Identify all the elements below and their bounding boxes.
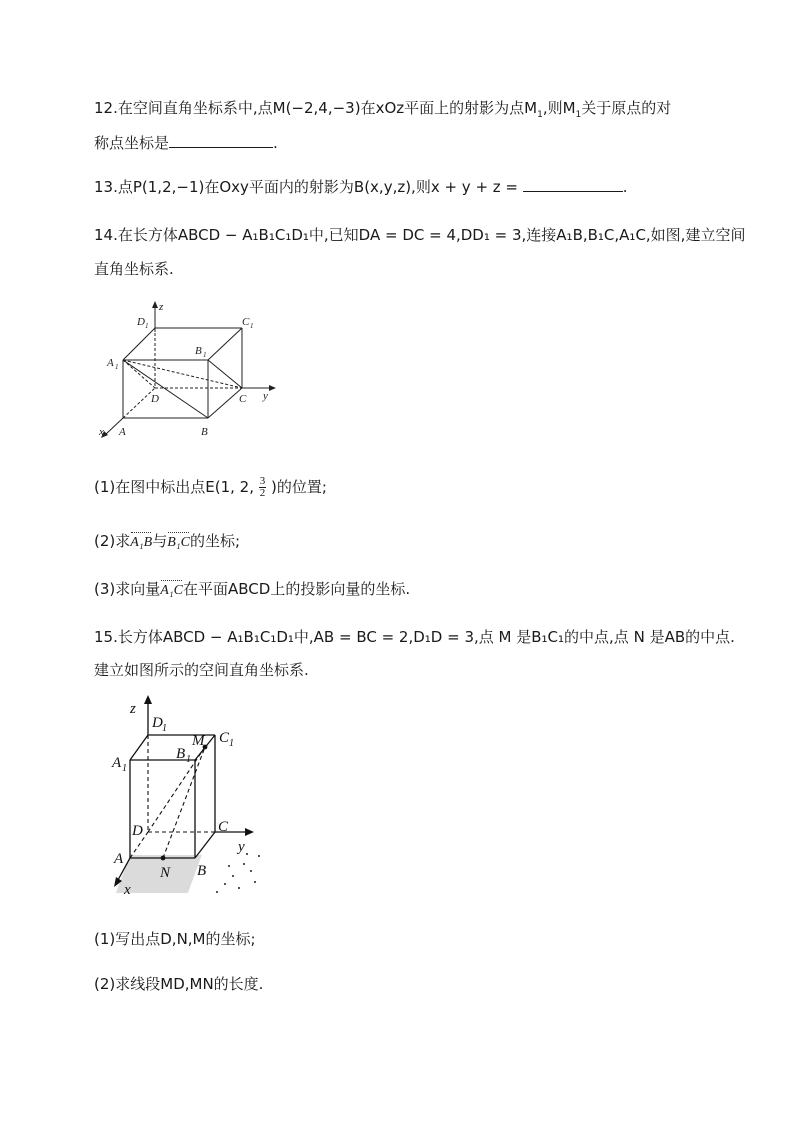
q14-part3-text-a: (3)求向量 <box>94 580 161 598</box>
fig2-label-D: D <box>132 823 143 839</box>
q14-line2: 直角坐标系. <box>94 260 174 278</box>
fig2-label-C: C <box>218 819 229 835</box>
q12-line1 <box>94 98 671 125</box>
q14-line1: 14.在长方体ABCD − A₁B₁C₁D₁中,已知DA = DC = 4,DD₁ = 3,连接A₁B,B₁C,A₁C,如图,建立空间 <box>94 226 746 244</box>
q12-sub-a: 1 <box>537 110 543 120</box>
q14-vector-b1c: B₁C <box>167 533 190 553</box>
q15-line1: 15.长方体ABCD − A₁B₁C₁D₁中,AB = BC = 2,D₁D = 3,点 M 是B₁C₁的中点,点 N 是AB的中点. <box>94 628 735 646</box>
q12-text-b: ,则M <box>542 99 576 117</box>
q14-frac-den: 2 <box>259 487 266 499</box>
q13-answer-blank[interactable] <box>523 177 623 192</box>
fig2-label-x: x <box>124 882 131 898</box>
q14-vector-a1c: A₁C <box>160 581 183 601</box>
q12-sub-b: 1 <box>575 110 582 120</box>
fig2-point-N <box>161 856 166 861</box>
q14-fraction <box>259 476 267 499</box>
q14-part1-text-b: )的位置; <box>271 478 327 496</box>
fig1-label-B: B <box>201 426 208 438</box>
cuboid-figure-1 <box>95 298 280 443</box>
q12-answer-blank[interactable] <box>169 133 273 148</box>
fig1-label-z: z <box>159 301 164 313</box>
fig2-label-B: B <box>197 863 207 879</box>
q12-line2 <box>94 133 278 153</box>
fig1-label-B1: B <box>195 345 202 357</box>
q12-text-e: . <box>273 134 278 152</box>
fig2-label-C1: C <box>219 730 230 746</box>
fig1-sub-B1: 1 <box>203 351 207 359</box>
q14-vector-a1b: A₁B <box>130 533 152 553</box>
cuboid-figure-2 <box>108 695 270 900</box>
fig2-label-y: y <box>238 839 245 855</box>
fig2-label-B1: B <box>176 746 186 762</box>
q13-text: 13.点P(1,2,−1)在Oxy平面内的射影为B(x,y,z),则x + y + z = <box>94 178 519 196</box>
fig1-label-C: C <box>239 393 247 405</box>
q12-text-c: 关于原点的对 <box>581 99 672 117</box>
fig2-label-z: z <box>130 701 136 717</box>
fig1-sub-D1: 1 <box>145 322 149 330</box>
q12-text-d: 称点坐标是 <box>94 134 170 152</box>
q14-part1 <box>94 476 327 499</box>
speckle-texture <box>116 853 260 893</box>
q13-end: . <box>622 178 628 196</box>
fig2-label-N: N <box>160 865 171 881</box>
q14-part3 <box>94 579 410 601</box>
fig1-sub-C1: 1 <box>250 322 254 330</box>
q15-part2: (2)求线段MD,MN的长度. <box>94 975 264 993</box>
fig2-sub-D1: 1 <box>162 723 167 734</box>
q14-part3-text-b: 在平面ABCD上的投影向量的坐标. <box>183 580 411 598</box>
q14-part2-mid: 与 <box>152 532 168 550</box>
fig2-sub-B1: 1 <box>186 754 191 765</box>
q14-part2-text-b: 的坐标; <box>190 532 241 550</box>
fig1-label-y: y <box>263 390 268 402</box>
q15-line2: 建立如图所示的空间直角坐标系. <box>94 661 309 679</box>
fig2-label-D1: D <box>152 715 163 731</box>
fig2-label-A: A <box>114 851 124 867</box>
fig1-label-D: D <box>151 393 159 405</box>
fig1-label-x: x <box>99 426 104 438</box>
fig1-label-A: A <box>119 426 126 438</box>
q12-text-a: 12.在空间直角坐标系中,点M(−2,4,−3)在xOz平面上的射影为点M <box>94 99 538 117</box>
q14-frac-num: 3 <box>259 475 266 487</box>
fig1-label-D1: D <box>137 316 145 328</box>
fig2-label-A1: A <box>112 755 122 771</box>
q14-part2 <box>94 531 240 553</box>
fig1-sub-A1: 1 <box>115 363 119 371</box>
fig2-label-M: M <box>192 733 205 749</box>
fig2-sub-C1: 1 <box>229 738 234 749</box>
fig1-label-A1: A <box>107 357 114 369</box>
fig1-label-C1: C <box>242 316 250 328</box>
q13-line <box>94 177 628 197</box>
fig2-sub-A1: 1 <box>122 763 127 774</box>
q14-part1-text-a: (1)在图中标出点E(1, 2, <box>94 478 254 496</box>
q14-part2-text-a: (2)求 <box>94 532 131 550</box>
q15-part1: (1)写出点D,N,M的坐标; <box>94 930 256 948</box>
